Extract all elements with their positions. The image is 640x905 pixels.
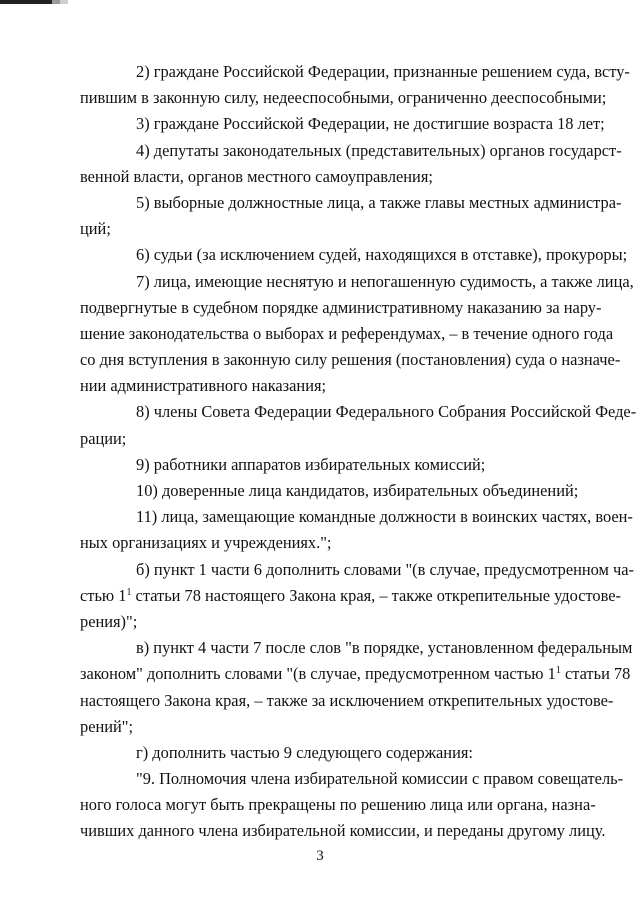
text-segment: стью 1 (80, 585, 127, 605)
text-line: 5) выборные должностные лица, а также главы местных администра- (136, 192, 622, 212)
text-line: рений"; (80, 716, 134, 736)
text-line: 10) доверенные лица кандидатов, избирательных объединений; (136, 481, 579, 500)
text-line: рения)"; (80, 611, 138, 631)
text-line: 4) депутаты законодательных (представительных) органов государст- (136, 140, 622, 160)
text-line: 2) граждане Российской Федерации, признанные решением суда, всту- (136, 62, 630, 81)
text-line: б) пункт 1 части 6 дополнить словами "(в случае, предусмотренном ча- (136, 559, 635, 579)
text-line: венной власти, органов местного самоуправления; (80, 166, 433, 186)
text-line: 9) работники аппаратов избирательных комиссий; (136, 454, 486, 474)
text-line: шение законодательства о выборах и референдумах, – в течение одного года (80, 323, 614, 343)
text-line: 11) лица, замещающие командные должности в воинских частях, воен- (136, 507, 633, 527)
text-line: 8) члены Совета Федерации Федерального Собрания Российской Феде- (136, 402, 637, 422)
text-line: ного голоса могут быть прекращены по решению лица или органа, назна- (80, 795, 596, 815)
text-line (80, 661, 631, 687)
document-page (80, 59, 637, 845)
superscript: 1 (555, 665, 561, 677)
page-number: 3 (316, 848, 324, 864)
text-line: в) пункт 4 части 7 после слов "в порядке, установленном федеральным (136, 638, 633, 658)
text-line: "9. Полномочия члена избирательной комиссии с правом совещатель- (136, 769, 624, 789)
text-line: г) дополнить частью 9 следующего содержания: (136, 742, 473, 762)
text-segment: законом" дополнить словами "(в случае, предусмотренном частью 1 (80, 664, 556, 684)
text-line: пившим в законную силу, недееспособными, ограниченно дееспособными; (80, 88, 607, 108)
text-line: со дня вступления в законную силу решения (постановления) суда о назначе- (80, 350, 621, 370)
text-line: рации; (80, 428, 127, 448)
text-line (80, 583, 621, 609)
text-line: 7) лица, имеющие неснятую и непогашенную судимость, а также лица, (136, 271, 634, 291)
scan-corner-mark (0, 0, 68, 4)
text-line: настоящего Закона края, – также за исключением открепительных удостове- (80, 690, 614, 710)
text-segment: статьи 78 (560, 664, 631, 684)
text-line: нии административного наказания; (80, 376, 327, 396)
text-segment: статьи 78 настоящего Закона края, – также открепительные удостове- (131, 585, 621, 605)
superscript: 1 (126, 586, 132, 598)
text-line: чивших данного члена избирательной комиссии, и переданы другому лицу. (80, 821, 606, 841)
text-line: 6) судьи (за исключением судей, находящихся в отставке), прокуроры; (136, 245, 628, 265)
text-line: 3) граждане Российской Федерации, не достигшие возраста 18 лет; (136, 114, 605, 134)
text-line: подвергнутые в судебном порядке административному наказанию за нару- (80, 297, 602, 317)
text-line: ций; (80, 219, 111, 239)
text-line: ных организациях и учреждениях."; (80, 533, 332, 553)
